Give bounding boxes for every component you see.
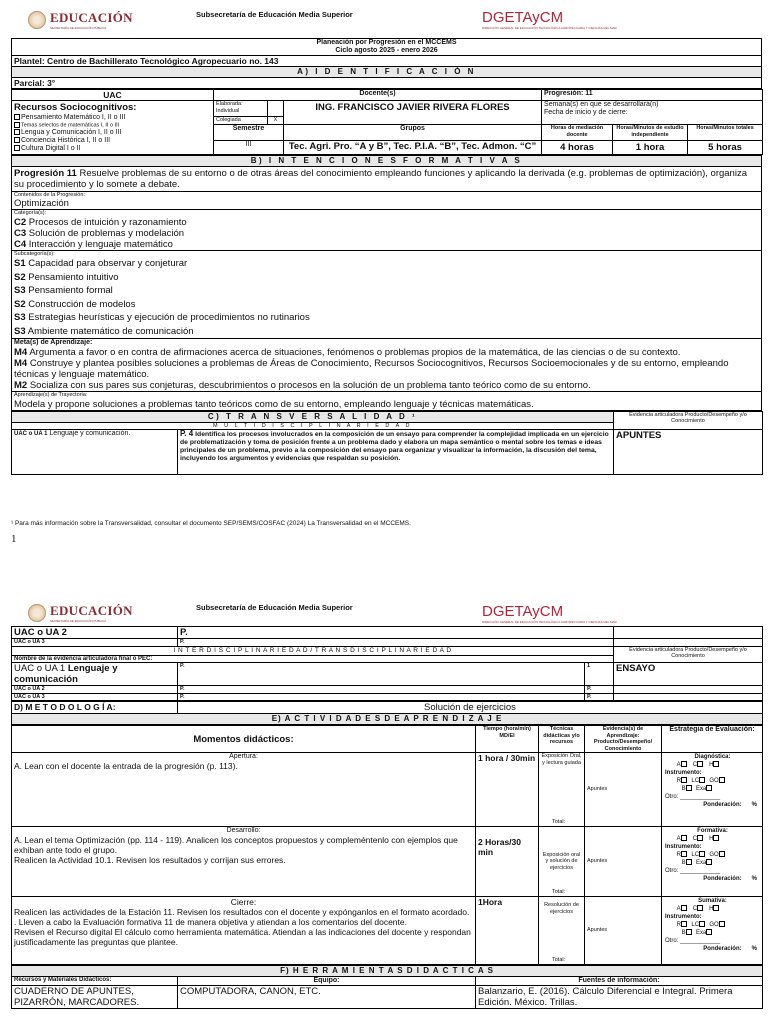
cierre-tec: Resolución de ejercicios	[544, 902, 579, 915]
apertura-title: Apertura:	[229, 753, 258, 760]
header-logo-right	[482, 603, 617, 624]
logo-left-subtitle: SECRETARÍA DE EDUCACIÓN PÚBLICA	[50, 619, 107, 623]
logo-left-text: EDUCACIÓN	[50, 603, 133, 618]
semestre-label: Semestre	[214, 125, 284, 141]
eval-instrumento: Instrumento:	[665, 844, 702, 850]
header-logo-right	[482, 9, 617, 30]
docente-label: Docente(s)	[214, 90, 542, 101]
checkbox[interactable]	[699, 851, 705, 857]
eval-instrumento: Instrumento:	[665, 770, 702, 776]
recurso-item	[14, 122, 211, 129]
evidencia-header: Evidencia articuladora Producto/Desempeño y/o Conocimiento	[614, 646, 763, 663]
subcategoria-item: S3 Pensamiento formal	[14, 285, 113, 297]
uac2-evidence	[614, 627, 763, 639]
horas-estudio-label: Horas/Minutos de estudio independiente	[613, 125, 688, 141]
subcategorias-cell	[12, 250, 762, 339]
doc-title: Planeación por Progresión en el MCCEMS	[316, 39, 457, 46]
fuentes-label: Fuentes de información:	[476, 977, 763, 986]
horas-totales-value: 5 horas	[688, 141, 763, 155]
uac3-label-small: UAC o UA 3	[12, 693, 178, 701]
checkbox[interactable]	[681, 851, 687, 857]
desarrollo-time: 2 Horas/30 min	[476, 827, 539, 897]
tiempo-label: Tiempo (hora/min) MD/EI	[476, 726, 539, 753]
colegiada-mark[interactable]: X	[268, 116, 284, 125]
checkbox[interactable]	[681, 921, 687, 927]
metas-cell	[12, 339, 762, 392]
subcategoria-item: S3 Estrategias heurísticas y ejecución de procedimientos no rutinarios	[14, 312, 310, 324]
checkbox[interactable]	[719, 777, 725, 783]
checkbox[interactable]	[681, 761, 687, 767]
uac1-prefix: UAC o UA 1	[14, 663, 66, 674]
recursos-cell	[12, 101, 214, 155]
apertura-time: 1 hora / 30min	[476, 753, 539, 827]
checkbox[interactable]	[686, 785, 692, 791]
categoria-item: C2 Procesos de intuición y razonamiento	[14, 216, 187, 228]
meta-item: M2 Socializa con sus pares sus conjeturas, descubrimientos o procesos en la solución de un problema tanto teórico como de su entorno.	[14, 380, 591, 392]
seal-icon	[28, 604, 46, 622]
parcial: Parcial: 3°	[12, 78, 762, 89]
uac3-evidence	[614, 639, 763, 647]
horas-estudio-value: 1 hora	[613, 141, 688, 155]
desarrollo-tec: Exposición oral y solución de ejercicios	[542, 851, 581, 871]
progresion-description	[12, 166, 762, 191]
checkbox[interactable]	[719, 921, 725, 927]
checkbox[interactable]	[14, 137, 20, 143]
uac3-extra: P.	[585, 693, 614, 701]
recursos-label: Recursos Sociocognitivos:	[14, 102, 137, 113]
eval-formativa	[662, 827, 763, 897]
recurso-item	[14, 145, 211, 153]
momentos-label: Momentos didácticos:	[12, 726, 476, 753]
eval-instrumento: Instrumento:	[665, 914, 702, 920]
contenidos-cell	[12, 191, 762, 210]
checkbox[interactable]	[713, 761, 719, 767]
checkbox[interactable]	[699, 921, 705, 927]
tecnicas-label: Técnicas didácticas y/o recursos	[539, 726, 585, 753]
metodologia-value: Solución de ejercicios	[178, 702, 763, 714]
nombre-evidencia: Nombre de la evidencia articuladora final o PEC:	[12, 655, 614, 663]
p4-label: P. 4	[180, 429, 194, 439]
uac1-p-number: 1	[585, 663, 614, 686]
logo-left-text: EDUCACIÓN	[50, 10, 133, 25]
progresion-label: Progresión: 11	[542, 90, 763, 101]
categoria-item: C3 Solución de problemas y modelación	[14, 227, 185, 239]
recurso-item	[14, 129, 211, 137]
individual-mark[interactable]	[268, 101, 284, 117]
uac-ua1-label: UAC o UA 1	[14, 431, 48, 438]
p4-cell	[178, 430, 614, 475]
evidencia-header: Evidencia articuladora Producto/Desempeño y/o Conocimiento	[614, 411, 763, 430]
eval-ponderacion: Ponderación: %	[703, 946, 757, 952]
checkbox[interactable]	[681, 777, 687, 783]
eval-row-bexa: B Exa	[665, 859, 760, 867]
eval-otro: Otro: ____________	[665, 794, 721, 800]
section-c-heading: C) T R A N S V E R S A L I D A D ¹	[12, 411, 614, 422]
multidisciplinariedad: M U L T I D I S C I P L I N A R I E D A D	[12, 422, 614, 430]
eval-row-ach: A C H	[665, 761, 760, 769]
eval-type: Sumativa:	[698, 898, 727, 904]
checkbox[interactable]	[14, 114, 20, 120]
semestre-value: III	[214, 141, 284, 155]
contenidos-label: Contenidos de la Progresión:	[14, 191, 85, 198]
recurso-label: Conciencia Histórica I, II o III	[21, 136, 111, 144]
progresion-number: Progresión 11	[14, 167, 77, 179]
uac1-bold: Lenguaje y comunicación	[14, 663, 118, 685]
logo-right-subtitle: DIRECCIÓN GENERAL DE EDUCACIÓN TECNOLÓGICA AGROPECUARIA Y CIENCIAS DEL MAR	[482, 620, 617, 624]
subcategoria-item: S3 Ambiente matemático de comunicación	[14, 325, 194, 337]
horas-totales-label: Horas/Minutos totales	[688, 125, 763, 141]
checkbox[interactable]	[686, 859, 692, 865]
horas-mediacion-value: 4 horas	[542, 141, 613, 155]
subcategoria-item: S2 Construcción de modelos	[14, 298, 136, 310]
subcategoria-item: S2 Pensamiento intuitivo	[14, 271, 119, 283]
categorias-cell	[12, 210, 762, 251]
logo-left-subtitle: SECRETARÍA DE EDUCACIÓN PÚBLICA	[50, 26, 107, 30]
eval-ponderacion: Ponderación: %	[703, 876, 757, 882]
apertura-tec: Exposición Oral, y lectura guiada	[541, 753, 582, 766]
cierre-total: Total:	[552, 956, 566, 963]
header-center-title: Subsecretaría de Educación Media Superior	[196, 10, 353, 19]
eval-ponderacion: Ponderación: %	[703, 802, 757, 808]
uac3-p-small: P.	[178, 693, 585, 701]
cierre-text1: Realicen las actividades de la Estación 11. Revisen los resultados con el docente y expónganlos en el formato acordado.	[14, 907, 470, 917]
aprendizaje-label: Aprendizaje(s) de Trayectoria:	[14, 392, 88, 399]
elaborada-colegiada: Colegiada	[214, 116, 268, 125]
apertura-text: A. Lean con el docente la entrada de la progresión (p. 113).	[14, 761, 238, 771]
semanas-cell	[542, 101, 763, 125]
semanas: Semana(s) en que se desarrollará(n)	[544, 101, 659, 108]
checkbox[interactable]	[697, 761, 703, 767]
checkbox[interactable]	[706, 785, 712, 791]
desarrollo-tec-cell	[539, 827, 585, 897]
seal-icon	[28, 11, 46, 29]
doc-cycle: Ciclo agosto 2025 - enero 2026	[335, 47, 438, 54]
meta-item: M4 Argumenta a favor o en contra de afirmaciones acerca de situaciones, fenómenos o problemas propios de la matemática, de las ciencias o de su contexto.	[14, 347, 681, 359]
logo-right-subtitle: DIRECCIÓN GENERAL DE EDUCACIÓN TECNOLÓGICA AGROPECUARIA Y CIENCIAS DEL MAR	[482, 26, 617, 30]
checkbox[interactable]	[713, 835, 719, 841]
checkbox[interactable]	[14, 122, 20, 128]
metodologia-label: D) M E T O D O L O G Í A:	[12, 702, 178, 714]
eval-row-bexa: B Exa	[665, 785, 760, 793]
logo-right-text: DGETAyCM	[482, 603, 564, 620]
apertura-tec-cell	[539, 753, 585, 827]
cierre-text2: . Lleven a cabo la Evaluación formativa 11 de manera objetiva y atiendan a los comentarios del docente.	[14, 917, 407, 927]
eval-row-rlcgo: R LC GO	[665, 851, 760, 859]
estrategia-label: Estrategia de Evaluación:	[662, 726, 763, 753]
uac2-label-small: UAC o UA 2	[12, 686, 178, 694]
eval-diagnostica	[662, 753, 763, 827]
logo-right-text: DGETAyCM	[482, 9, 564, 26]
recurso-item	[14, 137, 211, 145]
eval-row-rlcgo: R LC GO	[665, 921, 760, 929]
eval-row-ach: A C H	[665, 905, 760, 913]
checkbox[interactable]	[14, 129, 20, 135]
recurso-label: Cultura Digital I o II	[21, 144, 81, 152]
header-logo-left	[28, 10, 133, 30]
header-logo-left	[28, 603, 133, 623]
categorias-label: Categoría(s):	[14, 210, 47, 217]
uac3-label: UAC o UA 3	[12, 639, 178, 647]
aprendizaje-value: Modela y propone soluciones a problemas tanto teóricos como de su entorno, empleando lenguaje y técnicas matemáticas.	[14, 398, 534, 410]
uac2-evidence-small	[614, 686, 763, 694]
cierre-time: 1Hora	[476, 897, 539, 965]
checkbox[interactable]	[686, 929, 692, 935]
checkbox[interactable]	[697, 835, 703, 841]
cierre-title: Cierre:	[230, 897, 257, 907]
plantel: Plantel: Centro de Bachillerato Tecnológico Agropecuario no. 143	[12, 56, 762, 67]
grupos-value: Tec. Agri. Pro. “A y B”, Tec. P.I.A. “B”, Tec. Admon. “C”	[284, 141, 542, 155]
equipo-label: Equipo:	[178, 977, 476, 986]
eval-sumativa	[662, 897, 763, 965]
header-center-title: Subsecretaría de Educación Media Superior	[196, 603, 353, 612]
grupos-label: Grupos	[284, 125, 542, 141]
metas-label: Meta(s) de Aprendizaje:	[14, 339, 93, 347]
checkbox[interactable]	[14, 145, 20, 151]
fuentes-value: Balanzario, E. (2016). Cálculo Diferencial e Integral. Primera Edición. México. Trillas.	[476, 986, 763, 1009]
eval-otro: Otro: ____________	[665, 868, 721, 874]
uac2-p-small: P.	[178, 686, 585, 694]
uac2-extra: P.	[585, 686, 614, 694]
desarrollo-total: Total:	[552, 888, 566, 895]
uac-ua1-cell	[12, 430, 178, 475]
apertura-cell	[12, 753, 476, 827]
uac3-evidence-small	[614, 693, 763, 701]
evidencia-value: APUNTES	[614, 430, 763, 475]
checkbox[interactable]	[719, 851, 725, 857]
interdisciplinariedad: I N T E R D I S C I P L I N A R I E D A D / T R A N S D I S C I P L I N A R I E D A D	[12, 646, 614, 655]
eval-otro: Otro: ____________	[665, 938, 721, 944]
checkbox[interactable]	[697, 905, 703, 911]
categoria-item: C4 Interacción y lenguaje matemático	[14, 238, 173, 250]
p4-text: Identifica los procesos involucrados en la composición de un ensayo para comprender la complejidad implicada en un ejercicio de problematización y toma de posición frente a un problema dado y elabora un mapa semántico o mental sobre los temas e ideas principales de un problema, previo a la composición del ensayo para organizar y visualizar la información, la discusión del tema, incluyendo los argumentos y evidencias que respaldan su posición.	[180, 431, 609, 463]
section-e-heading: E) A C T I V I D A D E S D E A P R E N D I Z A J E	[12, 714, 763, 725]
equipo-value: COMPUTADORA, CANON, ETC.	[178, 986, 476, 1009]
eval-type: Formativa:	[697, 828, 728, 834]
recurso-label: Temas selectos de matemáticas I, II o III	[21, 122, 120, 129]
uac2-p: P.	[178, 627, 614, 639]
checkbox[interactable]	[681, 835, 687, 841]
desarrollo-evid: Apuntes	[585, 827, 662, 897]
apertura-total: Total:	[552, 818, 566, 825]
eval-row-ach: A C H	[665, 835, 760, 843]
uac3-p: P.	[178, 639, 614, 647]
page2-form	[11, 626, 762, 1009]
uac1-cell	[12, 663, 178, 686]
doc-title-cell	[12, 39, 762, 56]
meta-item: M4 Construye y plantea posibles soluciones a problemas de Áreas de Conocimiento, Recursos Sociocognitivos, Recursos Socioemocionales y de su entorno, empleando técnicas y lenguaje matemático.	[14, 358, 729, 381]
checkbox[interactable]	[713, 905, 719, 911]
uac-label: UAC	[12, 90, 214, 101]
recurso-label: Pensamiento Matemático I, II o III	[21, 114, 126, 121]
contenidos-value: Optimización	[14, 198, 69, 210]
aprendizaje-cell	[12, 392, 762, 411]
checkbox[interactable]	[706, 929, 712, 935]
cierre-tec-cell	[539, 897, 585, 965]
uac-ua1-value: Lenguaje y comunicación.	[49, 430, 131, 438]
subcategorias-label: Subcategoría(s):	[14, 250, 55, 257]
evidencias-label: Evidencia(s) de Aprendizaje: Producto/Desempeño/ Conocimiento	[585, 726, 662, 753]
recurso-label: Lengua y Comunicación I, II o III	[21, 128, 122, 136]
ensayo-value: ENSAYO	[614, 663, 763, 686]
recursos-label: Recursos y Materiales Didácticos:	[12, 977, 178, 986]
checkbox[interactable]	[681, 905, 687, 911]
uac2-label: UAC o UA 2	[12, 627, 178, 639]
cierre-text3: Revisen el Recurso digital El cálculo como herramienta matemática. Atiendan a las indicaciones del docente y respondan justificadamente las preguntas que plantee.	[14, 927, 471, 947]
section-b-heading: B) I N T E N C I O N E S F O R M A T I V A S	[12, 155, 762, 166]
elaborada-individual: Elaborada: Individual	[214, 101, 268, 117]
eval-type: Diagnóstica:	[694, 754, 731, 760]
checkbox[interactable]	[706, 859, 712, 865]
desarrollo-title: Desarrollo:	[226, 827, 261, 834]
fechas: Fecha de inicio y de cierre:	[544, 109, 628, 116]
subcategoria-item: S1 Capacidad para observar y conjeturar	[14, 258, 188, 270]
desarrollo-cell	[12, 827, 476, 897]
progresion-text: Resuelve problemas de su entorno o de otras áreas del conocimiento empleando funciones y aplicando la derivada (e.g. problemas de optimización), organiza su procedimiento y lo somete a debate.	[14, 167, 747, 190]
checkbox[interactable]	[699, 777, 705, 783]
cierre-cell	[12, 897, 476, 965]
eval-row-bexa: B Exa	[665, 929, 760, 937]
eval-row-rlcgo: R LC GO	[665, 777, 760, 785]
desarrollo-text1: A. Lean el tema Optimización (pp. 114 - 119). Analicen los conceptos propuestos y compleméntenlo con ejemplos que exhiban ante todo el grupo.	[14, 835, 458, 855]
section-a-heading: A) I D E N T I F I C A C I Ó N	[12, 67, 762, 78]
horas-mediacion-label: Horas de mediación docente	[542, 125, 613, 141]
recursos-value: CUADERNO DE APUNTES, PIZARRÓN, MARCADORES.	[12, 986, 178, 1009]
page-number: 1	[11, 533, 17, 545]
uac1-p: P.	[178, 663, 585, 686]
apertura-evid: Apuntes	[585, 753, 662, 827]
page1-form	[11, 38, 762, 475]
desarrollo-text2: Realicen la Actividad 10.1. Revisen los resultados y corrijan sus errores.	[14, 855, 286, 865]
footnote: ¹ Para más información sobre la Transversalidad, consultar el documento SEP/SEMS/COSFAC (2024) La Transversalidad en el MCCEMS.	[11, 520, 411, 527]
docente-name: ING. FRANCISCO JAVIER RIVERA FLORES	[284, 101, 542, 125]
recurso-item	[14, 114, 211, 122]
cierre-evid: Apuntes	[585, 897, 662, 965]
section-f-heading: F) H E R R A M I E N T A S D I D A C T I C A S	[12, 966, 763, 977]
